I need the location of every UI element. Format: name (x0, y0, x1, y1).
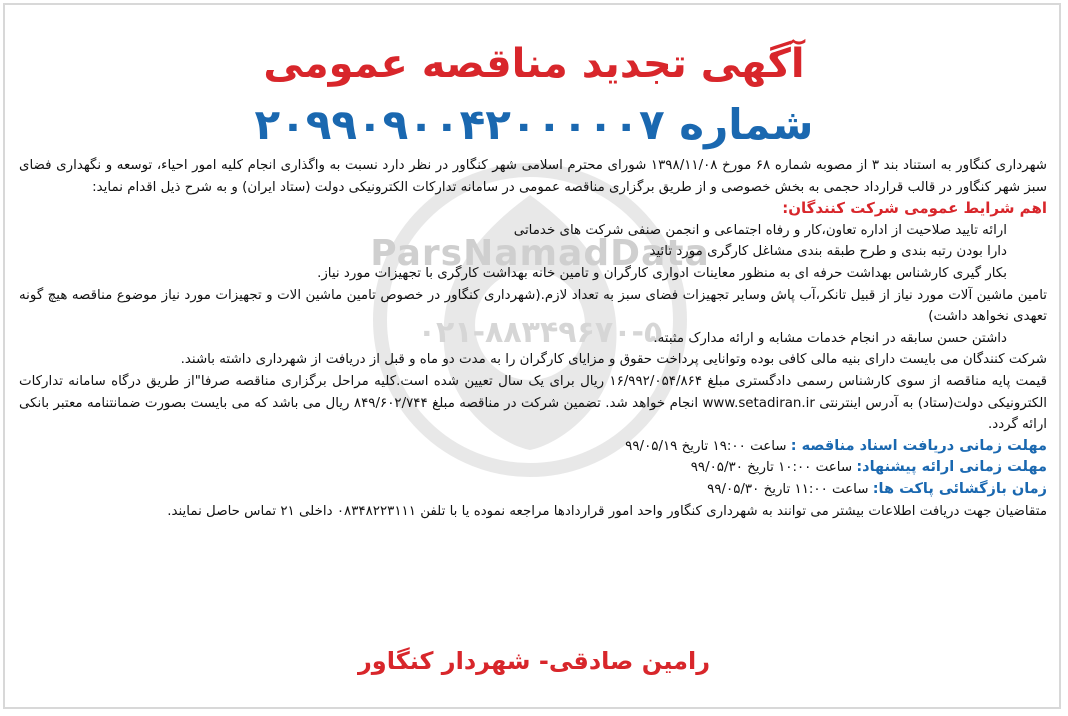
deadline-value: ساعت ۱۰:۰۰ تاریخ ۹۹/۰۵/۳۰ (690, 460, 853, 476)
watermark-site: ParsNamadData (370, 233, 710, 274)
signature: رامین صادقی- شهردار کنگاور (357, 647, 711, 675)
deadline-label: مهلت زمانی ارائه پیشنهاد: (856, 459, 1047, 476)
ad-body (19, 155, 1047, 522)
deadline-label: زمان بازگشائی پاکت ها: (872, 480, 1047, 497)
conditions-heading: اهم شرایط عمومی شرکت کنندگان: (782, 199, 1047, 218)
ad-title: آگهی تجدید مناقصه عمومی (263, 41, 805, 87)
intro-paragraph: شهرداری کنگاور به استناد بند ۳ از مصوبه شماره ۶۸ مورخ ۱۳۹۸/۱۱/۰۸ شورای محترم اسلامی شهر کنگاور در نظر دارد نسبت به واگذاری انجام کلیه امور احیاء، توسعه و نگهداری فضای سبز شهر کنگاور در قالب قرارداد حجمی به بخش خصوصی و از طریق برگزاری مناقصه عمومی در سامانه تدارکات الکترونیکی دولت (ستاد ایران) و به شرح ذیل اقدام نماید: (19, 158, 1047, 195)
financial-paragraph: شرکت کنندگان می بایست دارای بنیه مالی کافی بوده وتوانایی پرداخت حقوق و مزایای کارگران را به مدت دو ماه و قبل از دریافت از شهرداری داشته باشند. (180, 352, 1047, 368)
price-paragraph: قیمت پایه مناقصه از سوی کارشناس رسمی دادگستری مبلغ ۱۶/۹۹۲/۰۵۴/۸۶۴ ریال برای یک سال تعیین شده است.کلیه مراحل برگزاری مناقصه صرفا"از طریق درگاه سامانه تدارکات الکترونیکی دولت(ستاد) به آدرس اینترنتی www.setadiran.ir انجام خواهد شد. تضمین شرکت در مناقصه مبلغ ۸۴۹/۶۰۲/۷۴۴ ریال می باشد که می بایست بصورت ضمانتنامه معتبر بانکی ارائه گردد. (19, 373, 1048, 433)
deadline-value: ساعت ۱۱:۰۰ تاریخ ۹۹/۰۵/۳۰ (707, 481, 869, 497)
condition-item: بکار گیری کارشناس بهداشت حرفه ای به منظور معاینات ادواری کارگران و تامین خانه بهداشت کارگری با تجهیزات مورد نیاز. (317, 265, 1007, 281)
deadline-row (19, 457, 1047, 479)
deadline-value: ساعت ۱۹:۰۰ تاریخ ۹۹/۰۵/۱۹ (625, 438, 787, 454)
contact-paragraph: متقاضیان جهت دریافت اطلاعات بیشتر می توانند به شهرداری کنگاور واحد امور قراردادها مراجعه نموده یا با تلفن ۰۸۳۴۸۲۲۳۱۱۱ داخلی ۲۱ تماس حاصل نمایند. (167, 503, 1047, 519)
ad-number-line (5, 99, 1063, 151)
deadline-row (19, 436, 1047, 458)
condition-item: ارائه تایید صلاحیت از اداره تعاون،کار و رفاه اجتماعی و انجمن صنفی شرکت های خدماتی (513, 222, 1007, 238)
advertisement-page (3, 3, 1061, 709)
number-label: شماره (679, 100, 814, 149)
watermark-phone: ۰۲۱-۸۸۳۴۹۶۷۰-۵ (417, 315, 663, 350)
condition-item: تامین ماشین آلات مورد نیاز از قبیل تانکر،آب پاش وسایر تجهیزات فضای سبز به تعداد لازم.(شهرداری کنگاور در خصوص تامین ماشین الات و تجهیزات مورد نیاز موضوع مناقصه هیچ گونه تعهدی نخواهد داشت) (19, 287, 1047, 325)
condition-item: داشتن حسن سابقه در انجام خدمات مشابه و ارائه مدارک مثبته. (653, 330, 1007, 346)
tender-number: ۲۰۹۹۰۹۰۰۴۲۰۰۰۰۰۷ (254, 100, 665, 149)
condition-item: دارا بودن رتبه بندی و طرح طبقه بندی مشاغل کارگری مورد تائید (649, 244, 1007, 260)
deadline-label: مهلت زمانی دریافت اسناد مناقصه : (790, 437, 1047, 454)
deadline-row (19, 479, 1047, 501)
